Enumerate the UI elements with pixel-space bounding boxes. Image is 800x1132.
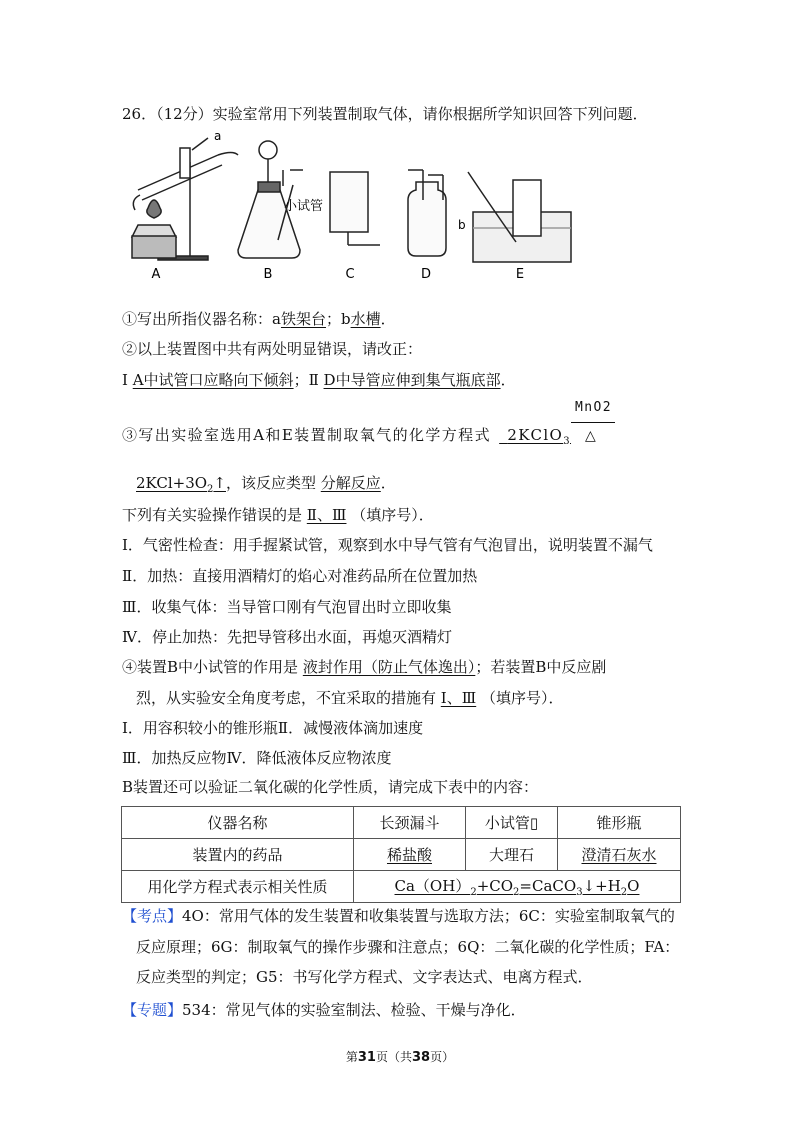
op-2: Ⅱ．加热：直接用酒精灯的焰心对准药品所在位置加热: [122, 567, 478, 585]
table-cell-equation: $Ca(OH)_2+CO_2=CaCO_3↓+H_2O$: [354, 871, 681, 903]
page-total: 38: [412, 1050, 431, 1065]
tube-function-answer: 液封作用（防止气体逸出）: [302, 658, 476, 676]
op-4: Ⅳ．停止加热：先把导管移出水面，再熄灭酒精灯: [122, 628, 452, 646]
table-cell: 锥形瓶: [558, 807, 681, 839]
table-intro: B装置还可以验证二氧化碳的化学性质，请完成下表中的内容：: [122, 778, 539, 796]
reaction-condition: $\frac{\text{MnO2}}{\triangle}$: [571, 420, 615, 440]
table-cell: 小试管▯: [466, 807, 558, 839]
answer-b: 水槽: [350, 310, 381, 328]
table-row: [122, 871, 681, 903]
page-number: 31: [357, 1050, 376, 1065]
label-C: C: [345, 267, 355, 280]
table-cell: 仪器名称: [122, 807, 354, 839]
question-header: 26．（12分）实验室常用下列装置制取气体，请你根据所学知识回答下列问题．: [122, 105, 648, 123]
page-footer: 第31页（共38页）: [345, 1050, 455, 1065]
table-cell: 稀盐酸: [354, 839, 466, 871]
safety-answer: Ⅰ、Ⅲ: [440, 689, 477, 707]
label-E: E: [515, 267, 525, 280]
q2-text: ②以上装置图中共有两处明显错误，请改正：: [122, 340, 423, 358]
q3-line2: $2KCl+3O_2↑$，该反应类型 分解反应．: [136, 474, 396, 495]
kaodian-tag: 【考点】: [122, 907, 183, 925]
zhuanti-tag: 【专题】: [122, 1001, 183, 1019]
label-b: b: [458, 218, 466, 232]
table-row: [122, 807, 681, 839]
label-B: B: [263, 267, 273, 280]
zhuanti: 【专题】534：常见气体的实验室制法、检验、干燥与净化．: [122, 1001, 526, 1019]
equation-reactant: 2KClO$_3$: [507, 426, 572, 447]
table-cell: 装置内的药品: [122, 839, 354, 871]
kaodian-line2: 反应原理；6G：制取氧气的操作步骤和注意点；6Q：二氧化碳的化学性质；FA：: [136, 938, 680, 956]
reagent-table: [121, 806, 681, 903]
q4-opt1: Ⅰ．用容积较小的锥形瓶Ⅱ．减慢液体滴加速度: [122, 719, 424, 737]
answer-ii: D中导管应伸到集气瓶底部: [323, 371, 501, 389]
equation-product: $2KCl+3O_2↑$: [136, 474, 226, 495]
q2-answers: Ⅰ A中试管口应略向下倾斜；Ⅱ D中导管应伸到集气瓶底部．: [122, 371, 516, 389]
label-A: A: [151, 267, 161, 280]
q1: ①写出所指仪器名称：a铁架台；b水槽．: [122, 310, 396, 328]
label-D: D: [420, 267, 432, 280]
q3-line1: ③写出实验室选用A和E装置制取氧气的化学方程式 2KClO$_3$ $\frac{\text{MnO2}}{\triangle}$: [122, 420, 615, 452]
error-answer: Ⅱ、Ⅲ: [306, 506, 347, 524]
op-3: Ⅲ．收集气体：当导管口刚有气泡冒出时立即收集: [122, 598, 452, 616]
q-error: 下列有关实验操作错误的是 Ⅱ、Ⅲ （填序号）．: [122, 506, 434, 524]
apparatus-figure: [118, 130, 578, 280]
kaodian-line3: 反应类型的判定；G5：书写化学方程式、文字表达式、电离方程式．: [136, 968, 593, 986]
label-a: a: [214, 130, 222, 143]
table-cell: 大理石: [466, 839, 558, 871]
reaction-type-answer: 分解反应: [320, 474, 381, 492]
label-small-tube: 小试管: [284, 199, 324, 214]
q4-opt2: Ⅲ．加热反应物Ⅳ．降低液体反应物浓度: [122, 749, 392, 767]
table-cell: 长颈漏斗: [354, 807, 466, 839]
table-row: [122, 839, 681, 871]
table-cell: 用化学方程式表示相关性质: [122, 871, 354, 903]
table-cell: 澄清石灰水: [558, 839, 681, 871]
answer-a: 铁架台: [280, 310, 326, 328]
answer-i: A中试管口应略向下倾斜: [132, 371, 294, 389]
q4-line2: 烈，从实验安全角度考虑，不宜采取的措施有 Ⅰ、Ⅲ （填序号）．: [136, 689, 564, 707]
op-1: Ⅰ．气密性检查：用手握紧试管，观察到水中导气管有气泡冒出，说明装置不漏气: [122, 536, 653, 554]
q4-line1: ④装置B中小试管的作用是 液封作用（防止气体逸出）；若装置B中反应剧: [122, 658, 607, 676]
kaodian-line1: 【考点】4O：常用气体的发生装置和收集装置与选取方法；6C：实验室制取氧气的: [122, 907, 675, 925]
